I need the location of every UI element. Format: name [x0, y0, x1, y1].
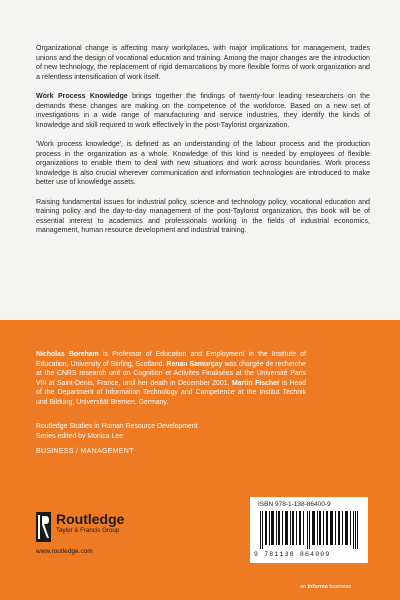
author-name-1: Nicholas Boreham — [36, 351, 99, 358]
author-bio-1: is Professor of Education and Employment in the Institute of Education, University of Stirling, Scotland. — [36, 351, 306, 368]
informa-suffix: business — [327, 584, 352, 590]
blurb-paragraph-4: Raising fundamental issues for industrial policy, science and technology policy, vocational education and training policy and the day-to-day management of the post-Taylorist organization, this book will be of essential interest to academics and professionals working in the fields of industrial economics, management, human resource development and industrial training. — [36, 197, 370, 235]
barcode-icon — [260, 511, 358, 549]
informa-brand: informa — [307, 584, 328, 590]
isbn-label: ISBN 978-1-138-86400-9 — [258, 501, 331, 508]
publisher-name: Routledge — [56, 511, 125, 527]
series-title: Routledge Studies in Human Resource Development — [36, 423, 198, 430]
publisher-url[interactable]: www.routledge.com — [36, 548, 93, 555]
blurb-paragraph-1: Organizational change is affecting many workplaces, with major implications for management, trades unions and the design of vocational education and training. Among the major changes are the introduction of new technology, the replacement of rigid demarcations by more flexible forms of work organization and a relentless intensification of work itself. — [36, 44, 370, 81]
routledge-r-icon — [36, 512, 51, 542]
publisher-group: Taylor & Francis Group — [56, 527, 120, 534]
author-bio-2: was chargée de recherche at the CNRS research unit on Cognition et Activités Finalisées at the Université Paris VIII at Saint-Denis, France, until her death in December 2001. — [36, 360, 306, 387]
barcode-digits: 9 781138 864009 — [254, 551, 331, 558]
subject-category: BUSINESS / MANAGEMENT — [36, 448, 134, 455]
author-bio-3: is Head of the Department of Information Technology and Competence at the Institut Technik und Bildung, Universität Bremen, Germany. — [36, 379, 306, 406]
series-editor: Series edited by Monica Lee — [36, 432, 123, 440]
informa-prefix: an — [300, 584, 308, 590]
blurb-paragraph-2 — [36, 92, 370, 130]
author-bios — [36, 350, 306, 407]
author-name-3: Martin Fischer — [231, 379, 280, 387]
publisher-wordmark — [56, 512, 124, 535]
blurb-paragraph-3: 'Work process knowledge', is defined as an understanding of the labour process and the production process in the organization as a whole. Knowledge of this kind is needed by employees of flexible organizations to enable them to deal with new situations and work across boundaries. Work process knowledge is also crucial wherever communication and information technologies are introduced to make better use of knowledge assets. — [36, 139, 370, 187]
blurb — [36, 44, 370, 245]
blurb-paragraph-2-text: brings together the findings of twenty-four leading researchers on the demands these changes are making on the competence of the workforce. Based on a new set of investigations in a wide range of manufacturing and service industries, they identify the kinds of knowledge and skill required to work effectively in the post-Taylorist organization. — [36, 91, 370, 129]
series-info — [36, 422, 306, 441]
author-name-2: Renan Samurçay — [166, 360, 223, 368]
publisher-logo — [36, 512, 124, 542]
barcode-panel — [250, 497, 368, 563]
informa-tagline — [300, 584, 351, 590]
book-title-inline: Work Process Knowledge — [36, 91, 128, 100]
